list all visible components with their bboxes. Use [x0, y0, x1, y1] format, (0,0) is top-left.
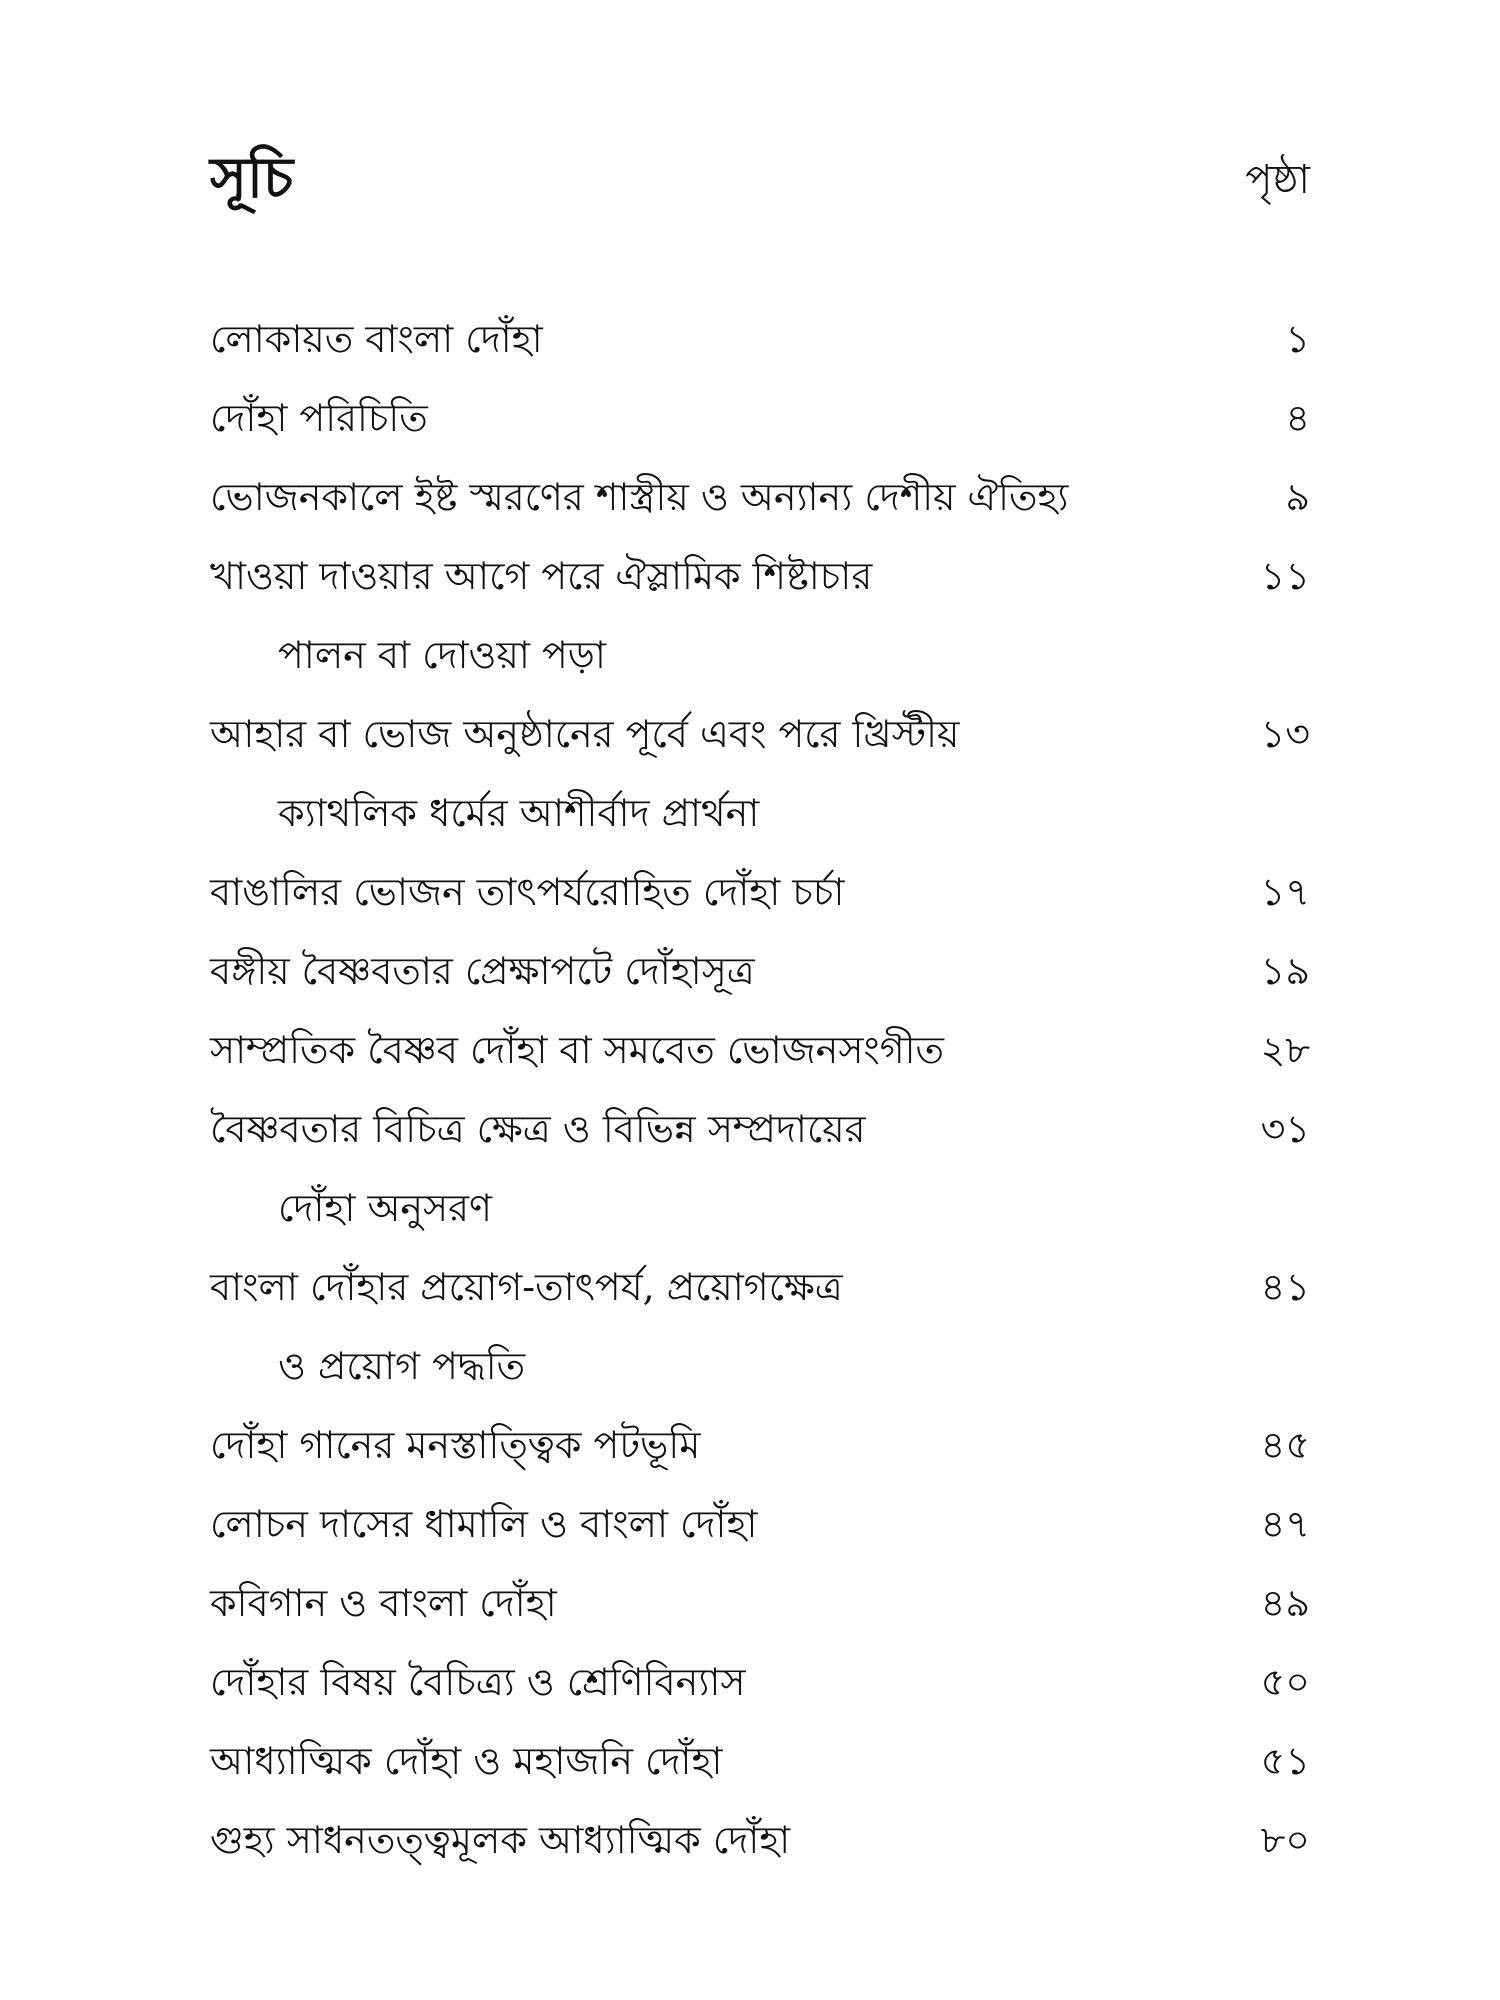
toc-entry — [210, 1248, 1310, 1406]
toc-entry-page-number: ৪ — [1285, 396, 1310, 440]
toc-entry — [210, 379, 1310, 458]
toc-entry-title-continuation: দোঁহা অনুসরণ — [278, 1186, 493, 1230]
toc-entry-title: বৈষ্ণবতার বিচিত্র ক্ষেত্র ও বিভিন্ন সম্প্রদায়ের — [210, 1107, 866, 1151]
toc-entry-title: লোকায়ত বাংলা দোঁহা — [210, 317, 543, 361]
toc-entry — [210, 1643, 1310, 1722]
toc-entry-page-number: ৪৯ — [1260, 1581, 1310, 1625]
toc-entry-title: ভোজনকালে ইষ্ট স্মরণের শাস্ত্রীয় ও অন্যান্য দেশীয় ঐতিহ্য — [210, 475, 1069, 519]
toc-entry-page-number: ৯ — [1285, 475, 1310, 519]
table-of-contents — [210, 300, 1310, 1880]
toc-entry — [210, 1485, 1310, 1564]
toc-entry-title: লোচন দাসের ধামালি ও বাংলা দোঁহা — [210, 1502, 758, 1546]
toc-entry-title: দোঁহার বিষয় বৈচিত্র্য ও শ্রেণিবিন্যাস — [210, 1660, 746, 1704]
toc-entry-page-number: ১৭ — [1260, 870, 1310, 914]
toc-entry — [210, 300, 1310, 379]
toc-entry — [210, 1406, 1310, 1485]
toc-entry — [210, 1011, 1310, 1090]
toc-entry-page-number: ২৮ — [1260, 1028, 1310, 1072]
toc-entry-page-number: ৪৫ — [1260, 1423, 1310, 1467]
toc-entry — [210, 458, 1310, 537]
toc-entry-title: বাংলা দোঁহার প্রয়োগ-তাৎপর্য, প্রয়োগক্ষেত্র — [210, 1265, 843, 1309]
toc-entry — [210, 1090, 1310, 1248]
toc-entry — [210, 853, 1310, 932]
toc-entry — [210, 537, 1310, 695]
page-column-label: পৃষ্ঠা — [1245, 157, 1310, 203]
toc-entry-title-continuation: ক্যাথলিক ধর্মের আশীর্বাদ প্রার্থনা — [278, 791, 760, 835]
toc-entry — [210, 932, 1310, 1011]
toc-entry-title: বাঙালির ভোজন তাৎপর্যরোহিত দোঁহা চর্চা — [210, 870, 845, 914]
toc-entry — [210, 1801, 1310, 1880]
toc-entry-page-number: ৫১ — [1260, 1739, 1310, 1783]
toc-entry-title: গুহ্য সাধনতত্ত্বমূলক আধ্যাত্মিক দোঁহা — [210, 1818, 791, 1862]
toc-entry-title-continuation: পালন বা দোওয়া পড়া — [278, 633, 606, 677]
toc-entry-page-number: ৫০ — [1260, 1660, 1310, 1704]
toc-entry-title: আহার বা ভোজ অনুষ্ঠানের পূর্বে এবং পরে খ্রিস্টীয় — [210, 712, 960, 756]
toc-entry-page-number: ৪৭ — [1260, 1502, 1310, 1546]
toc-entry-page-number: ৪১ — [1260, 1265, 1310, 1309]
toc-entry — [210, 1722, 1310, 1801]
toc-entry-title-continuation: ও প্রয়োগ পদ্ধতি — [278, 1344, 526, 1388]
toc-entry-page-number: ১ — [1285, 317, 1310, 361]
toc-entry-page-number: ৩১ — [1260, 1107, 1310, 1151]
toc-entry — [210, 695, 1310, 853]
toc-entry-title: দোঁহা গানের মনস্তাত্ত্বিক পটভূমি — [210, 1423, 701, 1467]
toc-entry-title: দোঁহা পরিচিতি — [210, 396, 428, 440]
toc-entry-title: কবিগান ও বাংলা দোঁহা — [210, 1581, 557, 1625]
toc-entry-title: আধ্যাত্মিক দোঁহা ও মহাজনি দোঁহা — [210, 1739, 723, 1783]
toc-entry-page-number: ১৩ — [1260, 712, 1310, 756]
page-title: সূচি — [210, 145, 294, 211]
toc-entry-title: সাম্প্রতিক বৈষ্ণব দোঁহা বা সমবেত ভোজনসংগীত — [210, 1028, 945, 1072]
toc-entry — [210, 1564, 1310, 1643]
toc-entry-title: খাওয়া দাওয়ার আগে পরে ঐস্লামিক শিষ্টাচার — [210, 554, 873, 598]
toc-entry-page-number: ১১ — [1260, 554, 1310, 598]
toc-entry-page-number: ১৯ — [1260, 949, 1310, 993]
toc-entry-title: বঙ্গীয় বৈষ্ণবতার প্রেক্ষাপটে দোঁহাসূত্র — [210, 949, 755, 993]
toc-entry-page-number: ৮০ — [1260, 1818, 1310, 1862]
